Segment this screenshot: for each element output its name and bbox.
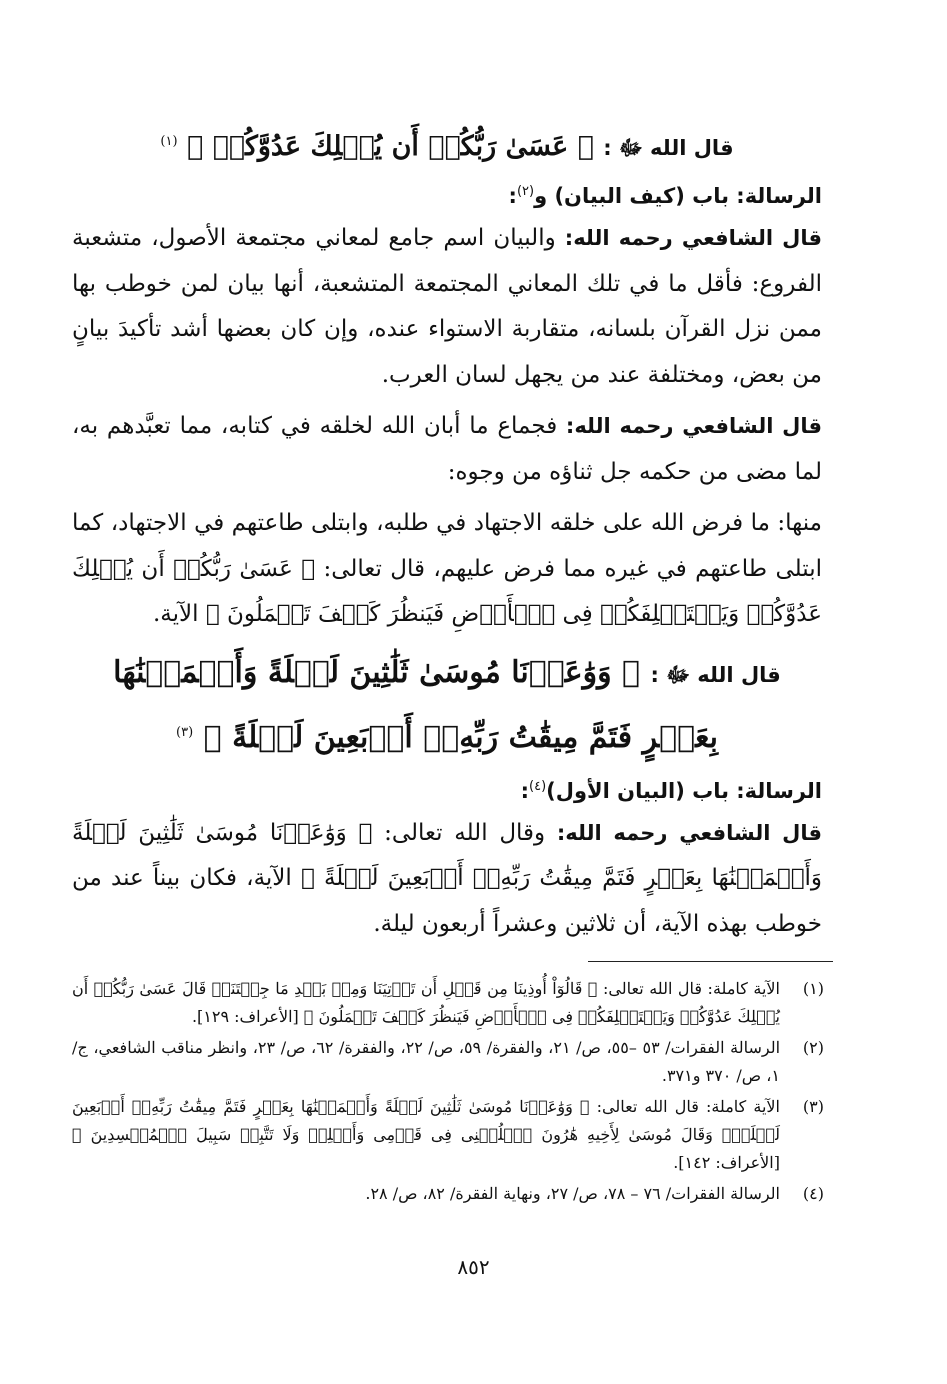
verse-1	[72, 118, 822, 172]
footnote-1-text: الآية كاملة: قال الله تعالى: ﴿ قَالُوٓاْ أُوذِينَا مِن قَبۡلِ أَن تَأۡتِيَنَا وَمِنۢ بَعۡدِ مَا جِئۡتَنَاۚ قَالَ عَسَىٰ رَبُّكُمۡ أَن يُهۡلِكَ عَدُوَّكُمۡ وَيَسۡتَخۡلِفَكُمۡ فِى ٱلۡأَرۡضِ فَيَنظُرَ كَيۡفَ تَعۡمَلُونَ ﴾ [الأعراف: ١٢٩].	[72, 979, 780, 1026]
verse-2-text: ﴿ وَوَٰعَدۡنَا مُوسَىٰ ثَلَٰثِينَ لَيۡلَةً وَأَتۡمَمۡنَٰهَا بِعَشۡرٍ فَتَمَّ مِيقَٰتُ رَبِّهِۦٓ أَرۡبَعِينَ لَيۡلَةً ﴾	[113, 654, 718, 755]
paragraph-4	[72, 811, 822, 948]
footnote-3	[72, 1093, 824, 1177]
verse-1-text: ﴿ عَسَىٰ رَبُّكُمۡ أَن يُهۡلِكَ عَدُوَّكُمۡ ﴾	[186, 131, 594, 162]
section-heading-2	[72, 767, 822, 811]
paragraph-1-speaker: قال الشافعي رحمه الله:	[564, 226, 822, 250]
footnote-2	[72, 1034, 824, 1090]
footnote-3-number: (٣)	[802, 1097, 824, 1116]
paragraph-1	[72, 216, 822, 398]
paragraph-2-text: فجماع ما أبان الله لخلقه في كتابه، مما تعبَّدهم به، لما مضى من حكمه جل ثناؤه من وجوه:	[72, 413, 822, 485]
footnotes	[72, 975, 824, 1211]
paragraph-3	[72, 501, 822, 638]
footnote-4-number: (٤)	[802, 1184, 824, 1203]
paragraph-1-text: والبيان اسم جامع لمعاني مجتمعة الأصول، متشعبة الفروع: فأقل ما في تلك المعاني المجتمعة المتشعبة، أنها بيان لمن خوطب بها ممن نزل القرآن بلسانه، متقاربة الاستواء عنده، وإن كان بعضها أشد تأكيدَ بيانٍ من بعض، ومختلفة عند من يجهل لسان العرب.	[72, 225, 822, 388]
section-heading-1-text: الرسالة: باب (كيف البيان) و	[534, 184, 822, 208]
footnote-1-number: (١)	[802, 979, 824, 998]
main-text	[72, 110, 822, 953]
verse-2	[72, 644, 822, 767]
paragraph-3-text: منها: ما فرض الله على خلقه الاجتهاد في طلبه، وابتلى طاعتهم في الاجتهاد، كما ابتلى طاعتهم في غيره مما فرض عليهم، قال تعالى: ﴿ عَسَىٰ رَبُّكُمۡ أَن يُهۡلِكَ عَدُوَّكُمۡ وَيَسۡتَخۡلِفَكُمۡ فِى ٱلۡأَرۡضِ فَيَنظُرَ كَيۡفَ تَعۡمَلُونَ ﴾ الآية.	[72, 510, 822, 627]
paragraph-2	[72, 404, 822, 495]
paragraph-4-speaker: قال الشافعي رحمه الله:	[556, 820, 823, 845]
footnote-ref-3[interactable]: (٣)	[176, 724, 194, 740]
section-heading-1	[72, 172, 822, 216]
footnote-2-number: (٢)	[802, 1038, 824, 1057]
footnote-ref-4[interactable]: (٤)	[529, 778, 547, 794]
page-number: ٨٥٢	[457, 1255, 490, 1279]
verse-1-intro: قال الله ﷻ :	[603, 136, 734, 160]
footnote-1	[72, 975, 824, 1031]
paragraph-2-speaker: قال الشافعي رحمه الله:	[565, 414, 822, 438]
verse-2-intro: قال الله ﷻ :	[650, 662, 781, 687]
section-heading-2-text: الرسالة: باب (البيان الأول)	[546, 778, 822, 803]
footnote-4	[72, 1180, 824, 1208]
footnote-3-text: الآية كاملة: قال الله تعالى: ﴿ وَوَٰعَدۡنَا مُوسَىٰ ثَلَٰثِينَ لَيۡلَةً وَأَتۡمَمۡنَٰهَا بِعَشۡرٍ فَتَمَّ مِيقَٰتُ رَبِّهِۦٓ أَرۡبَعِينَ لَيۡلَةًۚ وَقَالَ مُوسَىٰ لِأَخِيهِ هَٰرُونَ ٱخۡلُفۡنِى فِى قَوۡمِى وَأَصۡلِحۡ وَلَا تَتَّبِعۡ سَبِيلَ ٱلۡمُفۡسِدِينَ ﴾ [الأعراف: ١٤٢].	[72, 1097, 780, 1172]
footnote-ref-1[interactable]: (١)	[160, 134, 178, 149]
footnote-divider	[588, 961, 833, 962]
footnote-2-text: الرسالة الفقرات/ ٥٣ –٥٥، ص/ ٢١، والفقرة/ ٥٩، ص/ ٢٢، والفقرة/ ٦٢، ص/ ٢٣، وانظر مناقب الشافعي، ج/ ١، ص/ ٣٧٠ و٣٧١.	[72, 1038, 781, 1085]
section-heading-1-tail: :	[508, 184, 517, 208]
footnote-ref-2[interactable]: (٢)	[516, 184, 535, 199]
paragraph-4-text: وقال الله تعالى: ﴿ وَوَٰعَدۡنَا مُوسَىٰ ثَلَٰثِينَ لَيۡلَةً وَأَتۡمَمۡنَٰهَا بِعَشۡرٍ فَتَمَّ مِيقَٰتُ رَبِّهِۦٓ أَرۡبَعِينَ لَيۡلَةً ﴾ الآية، فكان بيناً عند من خوطب بهذه الآية، أن ثلاثين وعشراً أربعون ليلة.	[72, 819, 822, 937]
footnote-4-text: الرسالة الفقرات/ ٧٦ – ٧٨، ص/ ٢٧، ونهاية الفقرة/ ٨٢، ص/ ٢٨.	[365, 1184, 780, 1203]
section-heading-2-tail: :	[520, 778, 529, 803]
